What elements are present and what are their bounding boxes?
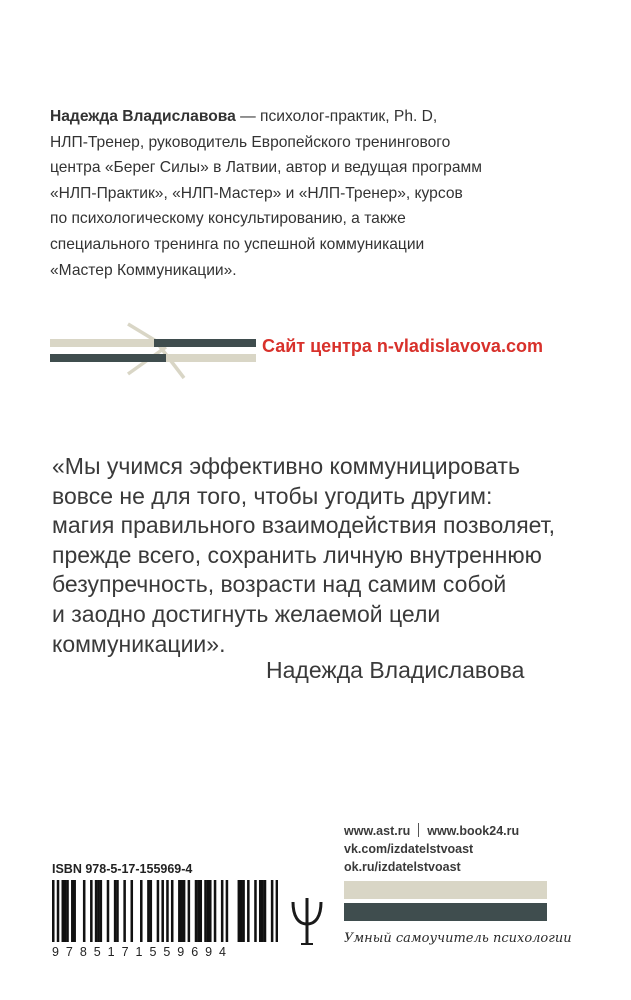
site-link: Сайт центра n-vladislavova.com: [262, 336, 543, 356]
book24-link: www.book24.ru: [427, 824, 520, 838]
barcode-bar: [204, 880, 207, 942]
barcode-bar: [66, 880, 69, 942]
quote-block: [52, 452, 592, 659]
barcode-bar: [199, 880, 202, 942]
bio-line-5: по психологическому консультированию, а также: [50, 210, 406, 228]
arrow-graphic-icon: [50, 320, 260, 382]
bio-line-1: Надежда Владиславова — психолог-практик, Ph. D,: [50, 108, 438, 125]
barcode-bar: [140, 880, 143, 942]
author-name: Надежда Владиславова: [50, 108, 236, 125]
barcode-bar: [147, 880, 150, 942]
links-row-1: [344, 822, 584, 840]
series-band-light: [344, 881, 547, 899]
barcode-bar: [150, 880, 153, 942]
bio-line-2: НЛП-Тренер, руководитель Европейского тренингового: [50, 133, 451, 151]
barcode-bar: [73, 880, 76, 942]
barcode-icon: [52, 880, 278, 958]
barcode-bar: [62, 880, 65, 942]
quote-line: прежде всего, сохранить личную внутреннюю: [52, 541, 542, 568]
barcode-bar: [116, 880, 119, 942]
barcode-bar: [114, 880, 117, 942]
vk-link: vk.com/izdatelstvoast: [344, 842, 474, 856]
bio-line-3: центра «Берег Силы» в Латвии, автор и ведущая программ: [50, 159, 482, 177]
bio-line-6: специального тренинга по успешной коммуникации: [50, 235, 425, 253]
barcode-bar: [226, 880, 229, 942]
barcode-bar: [197, 880, 200, 942]
barcode-bar: [254, 880, 257, 942]
psi-logo-icon: [290, 896, 324, 948]
ast-link: www.ast.ru: [344, 824, 411, 838]
barcode-bar: [247, 880, 250, 942]
barcode-bar: [188, 880, 191, 942]
barcode-bar: [90, 880, 93, 942]
barcode-bar: [261, 880, 264, 942]
link-divider: [418, 823, 419, 837]
barcode-bar: [64, 880, 67, 942]
barcode-bars: [52, 880, 278, 942]
barcode-bar: [264, 880, 267, 942]
bio-line-7: «Мастер Коммуникации».: [50, 261, 237, 279]
quote-line: и заодно достигнуть желаемой цели: [52, 600, 441, 627]
barcode-bar: [259, 880, 262, 942]
author-bio: [50, 104, 590, 283]
quote-line: коммуникации».: [52, 630, 226, 657]
barcode-bar: [240, 880, 243, 942]
ok-link: ok.ru/izdatelstvoast: [344, 860, 461, 874]
barcode-bar: [166, 880, 169, 942]
barcode-bar: [180, 880, 183, 942]
barcode-bar: [57, 880, 60, 942]
barcode-bar: [238, 880, 241, 942]
barcode-bar: [95, 880, 98, 942]
barcode-bar: [214, 880, 217, 942]
barcode-bar: [171, 880, 174, 942]
barcode-digits: 9785171559694: [52, 945, 226, 958]
quote-line: магия правильного взаимодействия позволяет,: [52, 512, 556, 539]
quote-line: «Мы учимся эффективно коммуницировать: [52, 453, 520, 479]
barcode-bar: [178, 880, 181, 942]
barcode-bar: [209, 880, 212, 942]
barcode-bar: [131, 880, 134, 942]
publisher-links: [344, 822, 584, 876]
barcode-bar: [183, 880, 186, 942]
barcode-bar: [100, 880, 103, 942]
barcode-bar: [123, 880, 126, 942]
barcode-bar: [107, 880, 110, 942]
barcode-bar: [71, 880, 74, 942]
barcode-bar: [221, 880, 224, 942]
barcode-bar: [157, 880, 160, 942]
barcode-bar: [83, 880, 86, 942]
barcode-bar: [276, 880, 278, 942]
series-name: Умный самоучитель психологии: [344, 931, 572, 946]
barcode-bar: [97, 880, 100, 942]
barcode-bar: [207, 880, 210, 942]
barcode-bar: [161, 880, 164, 942]
quote-author: Надежда Владиславова: [266, 657, 525, 683]
isbn-label: ISBN 978-5-17-155969-4: [52, 862, 193, 876]
series-band-dark: [344, 903, 547, 921]
bio-line-4: «НЛП-Практик», «НЛП-Мастер» и «НЛП-Тренер», курсов: [50, 184, 463, 202]
barcode-bar: [195, 880, 198, 942]
quote-line: безупречность, возрасти над самим собой: [52, 571, 507, 598]
quote-line: вовсе не для того, чтобы угодить другим:: [52, 482, 493, 509]
barcode-bar: [242, 880, 245, 942]
barcode-bar: [52, 880, 55, 942]
barcode-bar: [271, 880, 274, 942]
